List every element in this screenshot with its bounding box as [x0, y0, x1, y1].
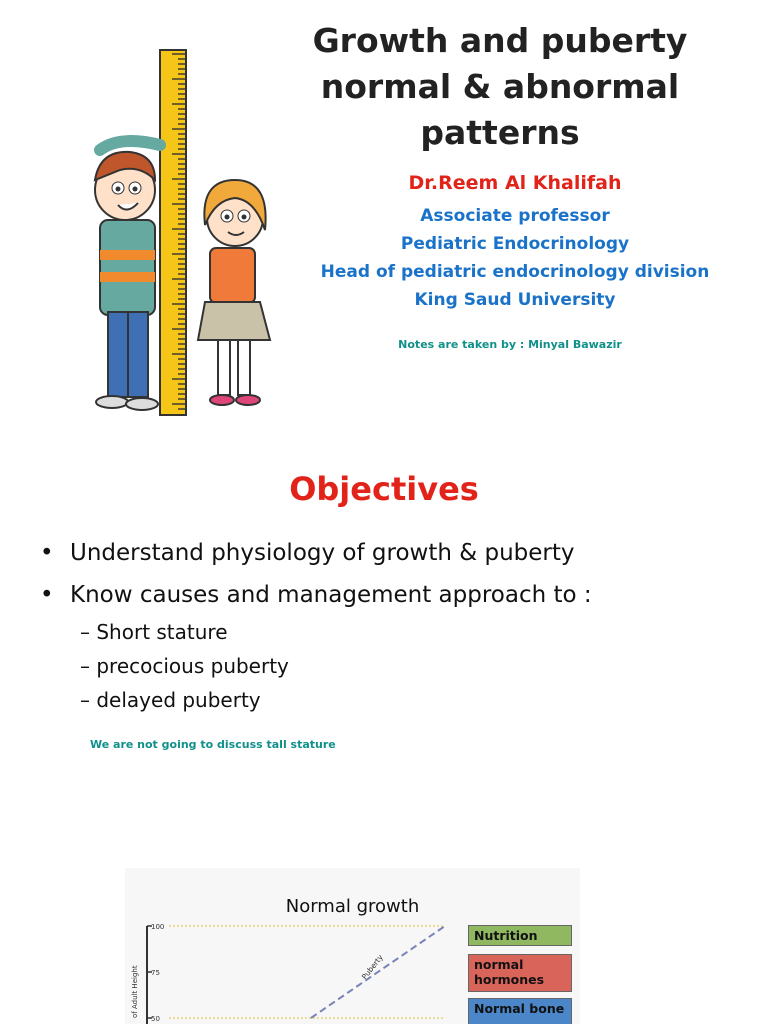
kids-height-ruler-illustration — [60, 40, 290, 420]
notes-credit: Notes are taken by : Minyal Bawazir — [398, 338, 622, 351]
factor-normal-bone: Normal bone — [468, 998, 572, 1024]
objectives-slide — [0, 440, 768, 800]
factor-nutrition: Nutrition — [468, 925, 572, 946]
y-tick-label: 50 — [151, 1015, 160, 1023]
title-line-3: patterns — [420, 113, 580, 152]
growth-chart — [125, 868, 580, 1024]
dash-glyph: – — [80, 620, 90, 644]
dash-glyph: – — [80, 654, 90, 678]
bullet-glyph: • — [40, 582, 54, 608]
author-name: Dr.Reem Al Khalifah — [408, 172, 622, 194]
y-tick-label: 75 — [151, 969, 160, 977]
bullet-glyph: • — [40, 540, 54, 566]
objectives-title: Objectives — [289, 470, 479, 508]
y-tick-label: 100 — [151, 923, 165, 931]
sub-bullet-item — [80, 688, 261, 712]
dash-glyph: – — [80, 688, 90, 712]
bullet-item — [40, 582, 592, 608]
y-axis-label: of Adult Height — [131, 965, 139, 1018]
factor-normal-hormones: normal hormones — [468, 954, 572, 992]
bullet-text: Know causes and management approach to : — [70, 582, 592, 608]
normal-growth-slide — [0, 860, 768, 1024]
slide-title — [270, 18, 730, 156]
title-slide — [0, 0, 768, 420]
sub-bullet-text: precocious puberty — [96, 654, 289, 678]
sub-bullet-item — [80, 654, 289, 678]
sub-bullet-item — [80, 620, 228, 644]
bullet-text: Understand physiology of growth & puberty — [70, 540, 575, 566]
puberty-annotation: Puberty — [359, 952, 385, 982]
sub-bullet-text: Short stature — [96, 620, 228, 644]
title-line-2: normal & abnormal — [320, 67, 680, 106]
title-line-1: Growth and puberty — [312, 21, 688, 60]
bullet-item — [40, 540, 575, 566]
objectives-note: We are not going to discuss tall stature — [90, 738, 336, 751]
affiliation-line-3: Head of pediatric endocrinology division — [320, 262, 710, 282]
chart-title: Normal growth — [285, 896, 420, 917]
sub-bullet-text: delayed puberty — [96, 688, 261, 712]
growth-series-line — [311, 926, 445, 1018]
affiliation-line-2: Pediatric Endocrinology — [400, 234, 630, 254]
affiliation-line-1: Associate professor — [420, 206, 610, 226]
affiliation-line-4: King Saud University — [414, 290, 616, 310]
